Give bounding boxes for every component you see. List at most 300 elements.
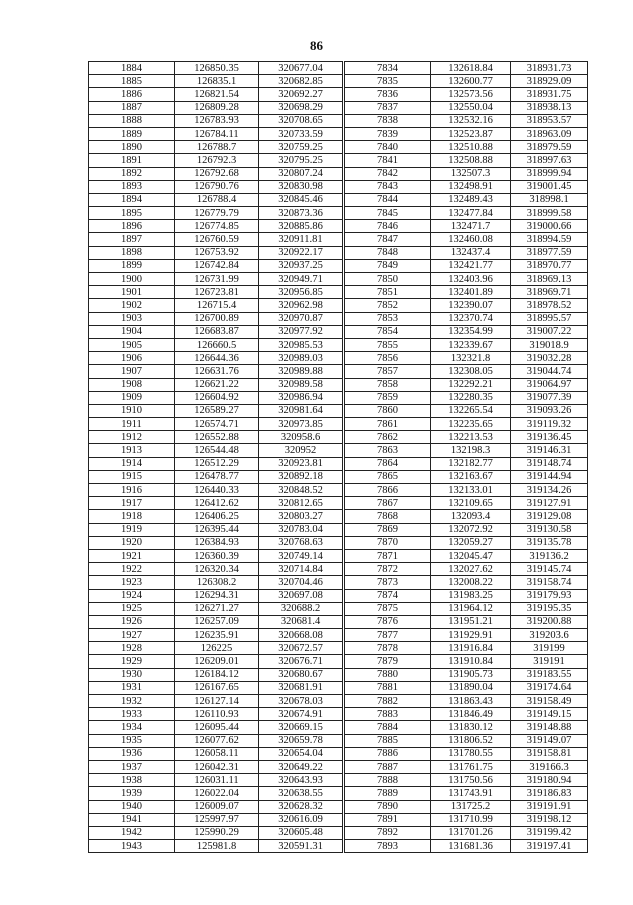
table-cell-y-coordinate-a: 320676.71: [259, 655, 343, 668]
table-cell-x-coordinate-b: 132421.77: [431, 259, 511, 272]
table-cell-y-coordinate-b: 319191.91: [511, 800, 588, 813]
table-row: [89, 708, 588, 721]
table-cell-x-coordinate-a: 126589.27: [175, 404, 259, 417]
table-cell-y-coordinate-a: 320923.81: [259, 457, 343, 470]
table-row: [89, 800, 588, 813]
table-cell-x-coordinate-b: 132198.3: [431, 444, 511, 457]
table-cell-x-coordinate-a: 126753.92: [175, 246, 259, 259]
table-cell-point-number-b: 7849: [345, 259, 431, 272]
table-cell-y-coordinate-b: 318994.59: [511, 233, 588, 246]
table-cell-y-coordinate-a: 320873.36: [259, 207, 343, 220]
table-row: [89, 431, 588, 444]
table-cell-x-coordinate-b: 132390.07: [431, 299, 511, 312]
table-cell-point-number-a: 1888: [89, 114, 175, 127]
table-cell-point-number-a: 1939: [89, 787, 175, 800]
table-cell-y-coordinate-b: 318969.13: [511, 273, 588, 286]
table-cell-y-coordinate-b: 319174.64: [511, 681, 588, 694]
table-cell-x-coordinate-b: 132508.88: [431, 154, 511, 167]
table-cell-point-number-b: 7866: [345, 484, 431, 497]
table-cell-x-coordinate-a: 126779.79: [175, 207, 259, 220]
table-cell-point-number-a: 1932: [89, 695, 175, 708]
table-cell-point-number-a: 1911: [89, 418, 175, 431]
table-cell-point-number-a: 1938: [89, 774, 175, 787]
table-cell-x-coordinate-b: 131910.84: [431, 655, 511, 668]
table-cell-y-coordinate-a: 320803.27: [259, 510, 343, 523]
table-row: [89, 629, 588, 642]
table-cell-x-coordinate-b: 131761.75: [431, 760, 511, 773]
table-cell-y-coordinate-a: 320845.46: [259, 193, 343, 206]
table-cell-point-number-a: 1926: [89, 615, 175, 628]
coordinates-table: [88, 61, 588, 853]
table-row: [89, 747, 588, 760]
table-cell-x-coordinate-a: 126384.93: [175, 536, 259, 549]
table-cell-x-coordinate-b: 131701.26: [431, 826, 511, 839]
table-cell-x-coordinate-a: 126809.28: [175, 101, 259, 114]
table-cell-x-coordinate-b: 131743.91: [431, 787, 511, 800]
table-cell-x-coordinate-b: 131951.21: [431, 615, 511, 628]
table-cell-point-number-a: 1936: [89, 747, 175, 760]
table-cell-point-number-a: 1924: [89, 589, 175, 602]
table-row: [89, 760, 588, 773]
table-cell-x-coordinate-b: 131929.91: [431, 629, 511, 642]
table-row: [89, 615, 588, 628]
table-cell-y-coordinate-b: 319119.32: [511, 418, 588, 431]
table-cell-point-number-a: 1917: [89, 497, 175, 510]
table-cell-point-number-b: 7858: [345, 378, 431, 391]
table-cell-x-coordinate-b: 132027.62: [431, 563, 511, 576]
table-row: [89, 418, 588, 431]
table-cell-y-coordinate-a: 320977.92: [259, 325, 343, 338]
table-cell-point-number-b: 7852: [345, 299, 431, 312]
table-row: [89, 840, 588, 853]
table-cell-y-coordinate-b: 319158.49: [511, 695, 588, 708]
table-cell-point-number-b: 7844: [345, 193, 431, 206]
table-cell-x-coordinate-a: 126715.4: [175, 299, 259, 312]
table-cell-y-coordinate-b: 318931.75: [511, 88, 588, 101]
table-cell-y-coordinate-b: 319127.91: [511, 497, 588, 510]
table-cell-x-coordinate-b: 132339.67: [431, 338, 511, 351]
table-cell-y-coordinate-a: 320682.85: [259, 75, 343, 88]
table-cell-y-coordinate-a: 320668.08: [259, 629, 343, 642]
table-cell-y-coordinate-b: 318999.94: [511, 167, 588, 180]
table-cell-point-number-a: 1901: [89, 286, 175, 299]
table-cell-point-number-b: 7836: [345, 88, 431, 101]
table-cell-point-number-b: 7873: [345, 576, 431, 589]
table-cell-x-coordinate-a: 126660.5: [175, 338, 259, 351]
table-cell-x-coordinate-a: 126184.12: [175, 668, 259, 681]
table-cell-x-coordinate-b: 132523.87: [431, 127, 511, 140]
table-row: [89, 127, 588, 140]
table-cell-y-coordinate-a: 320768.63: [259, 536, 343, 549]
table-cell-y-coordinate-a: 320674.91: [259, 708, 343, 721]
table-row: [89, 273, 588, 286]
table-row: [89, 154, 588, 167]
table-cell-point-number-a: 1893: [89, 180, 175, 193]
table-cell-x-coordinate-a: 125990.29: [175, 826, 259, 839]
table-cell-y-coordinate-a: 320892.18: [259, 470, 343, 483]
table-cell-y-coordinate-a: 320688.2: [259, 602, 343, 615]
table-cell-point-number-a: 1933: [89, 708, 175, 721]
table-cell-point-number-b: 7847: [345, 233, 431, 246]
table-cell-point-number-a: 1907: [89, 365, 175, 378]
table-cell-y-coordinate-a: 320681.91: [259, 681, 343, 694]
table-row: [89, 734, 588, 747]
table-row: [89, 338, 588, 351]
table-cell-x-coordinate-a: 126478.77: [175, 470, 259, 483]
table-cell-x-coordinate-a: 126440.33: [175, 484, 259, 497]
table-cell-y-coordinate-b: 318978.52: [511, 299, 588, 312]
table-cell-point-number-a: 1887: [89, 101, 175, 114]
table-cell-x-coordinate-b: 132059.27: [431, 536, 511, 549]
table-cell-x-coordinate-b: 132532.16: [431, 114, 511, 127]
table-cell-x-coordinate-a: 126552.88: [175, 431, 259, 444]
table-cell-point-number-b: 7857: [345, 365, 431, 378]
table-cell-point-number-a: 1935: [89, 734, 175, 747]
table-row: [89, 642, 588, 655]
table-cell-x-coordinate-b: 131846.49: [431, 708, 511, 721]
table-cell-x-coordinate-b: 132477.84: [431, 207, 511, 220]
table-cell-x-coordinate-a: 126257.09: [175, 615, 259, 628]
table-cell-y-coordinate-b: 318963.09: [511, 127, 588, 140]
table-cell-point-number-b: 7845: [345, 207, 431, 220]
table-cell-x-coordinate-a: 126835.1: [175, 75, 259, 88]
table-cell-x-coordinate-b: 132133.01: [431, 484, 511, 497]
table-cell-y-coordinate-b: 319064.97: [511, 378, 588, 391]
table-cell-point-number-b: 7834: [345, 62, 431, 75]
table-cell-point-number-a: 1900: [89, 273, 175, 286]
table-cell-x-coordinate-a: 126271.27: [175, 602, 259, 615]
table-cell-point-number-b: 7869: [345, 523, 431, 536]
table-cell-point-number-a: 1928: [89, 642, 175, 655]
table-cell-x-coordinate-b: 132354.99: [431, 325, 511, 338]
table-cell-x-coordinate-b: 131780.55: [431, 747, 511, 760]
table-cell-point-number-b: 7864: [345, 457, 431, 470]
table-cell-y-coordinate-a: 320759.25: [259, 141, 343, 154]
table-cell-y-coordinate-a: 320704.46: [259, 576, 343, 589]
table-cell-y-coordinate-a: 320937.25: [259, 259, 343, 272]
table-cell-x-coordinate-b: 132072.92: [431, 523, 511, 536]
table-cell-y-coordinate-b: 318997.63: [511, 154, 588, 167]
table-cell-point-number-a: 1905: [89, 338, 175, 351]
table-cell-x-coordinate-a: 126320.34: [175, 563, 259, 576]
table-cell-point-number-b: 7889: [345, 787, 431, 800]
table-cell-x-coordinate-a: 126574.71: [175, 418, 259, 431]
table-cell-x-coordinate-b: 132437.4: [431, 246, 511, 259]
table-cell-y-coordinate-a: 320680.67: [259, 668, 343, 681]
table-cell-y-coordinate-a: 320989.58: [259, 378, 343, 391]
table-cell-point-number-b: 7885: [345, 734, 431, 747]
table-row: [89, 75, 588, 88]
table-cell-y-coordinate-a: 320733.59: [259, 127, 343, 140]
table-cell-x-coordinate-a: 126077.62: [175, 734, 259, 747]
table-cell-y-coordinate-a: 320591.31: [259, 840, 343, 853]
table-cell-y-coordinate-a: 320638.55: [259, 787, 343, 800]
table-cell-y-coordinate-a: 320911.81: [259, 233, 343, 246]
table-cell-y-coordinate-b: 319166.3: [511, 760, 588, 773]
table-cell-y-coordinate-a: 320628.32: [259, 800, 343, 813]
table-cell-x-coordinate-a: 126031.11: [175, 774, 259, 787]
table-cell-y-coordinate-b: 319198.12: [511, 813, 588, 826]
table-cell-y-coordinate-a: 320672.57: [259, 642, 343, 655]
table-cell-y-coordinate-a: 320616.09: [259, 813, 343, 826]
table-cell-x-coordinate-b: 132370.74: [431, 312, 511, 325]
table-cell-x-coordinate-a: 126700.89: [175, 312, 259, 325]
table-cell-point-number-b: 7841: [345, 154, 431, 167]
table-row: [89, 180, 588, 193]
table-cell-y-coordinate-b: 319135.78: [511, 536, 588, 549]
table-row: [89, 668, 588, 681]
table-row: [89, 220, 588, 233]
table-row: [89, 774, 588, 787]
table-cell-point-number-b: 7859: [345, 391, 431, 404]
table-cell-x-coordinate-a: 126294.31: [175, 589, 259, 602]
table-cell-x-coordinate-b: 131725.2: [431, 800, 511, 813]
table-cell-x-coordinate-a: 126127.14: [175, 695, 259, 708]
table-cell-y-coordinate-b: 319158.81: [511, 747, 588, 760]
table-cell-point-number-a: 1908: [89, 378, 175, 391]
table-cell-y-coordinate-a: 320986.94: [259, 391, 343, 404]
table-cell-y-coordinate-b: 319148.88: [511, 721, 588, 734]
table-cell-y-coordinate-b: 319195.35: [511, 602, 588, 615]
table-cell-x-coordinate-a: 126225: [175, 642, 259, 655]
table-cell-x-coordinate-a: 126110.93: [175, 708, 259, 721]
table-row: [89, 444, 588, 457]
table-row: [89, 312, 588, 325]
table-cell-point-number-b: 7856: [345, 352, 431, 365]
table-cell-x-coordinate-b: 131830.12: [431, 721, 511, 734]
table-cell-y-coordinate-b: 319032.28: [511, 352, 588, 365]
table-cell-point-number-b: 7891: [345, 813, 431, 826]
table-cell-point-number-b: 7886: [345, 747, 431, 760]
table-cell-y-coordinate-a: 320678.03: [259, 695, 343, 708]
table-cell-y-coordinate-b: 319000.66: [511, 220, 588, 233]
table-row: [89, 325, 588, 338]
table-cell-y-coordinate-a: 320885.86: [259, 220, 343, 233]
table-cell-x-coordinate-a: 126042.31: [175, 760, 259, 773]
table-cell-point-number-b: 7883: [345, 708, 431, 721]
table-cell-y-coordinate-b: 319044.74: [511, 365, 588, 378]
table-cell-x-coordinate-a: 126821.54: [175, 88, 259, 101]
table-cell-point-number-b: 7880: [345, 668, 431, 681]
table-row: [89, 549, 588, 562]
table-cell-y-coordinate-a: 320605.48: [259, 826, 343, 839]
table-cell-y-coordinate-a: 320692.27: [259, 88, 343, 101]
table-cell-y-coordinate-b: 318938.13: [511, 101, 588, 114]
table-cell-y-coordinate-b: 318970.77: [511, 259, 588, 272]
table-cell-point-number-a: 1897: [89, 233, 175, 246]
table-cell-x-coordinate-a: 126009.07: [175, 800, 259, 813]
table-cell-x-coordinate-b: 132280.35: [431, 391, 511, 404]
table-cell-point-number-a: 1927: [89, 629, 175, 642]
table-cell-point-number-a: 1915: [89, 470, 175, 483]
table-row: [89, 114, 588, 127]
table-cell-x-coordinate-b: 131983.25: [431, 589, 511, 602]
table-cell-point-number-b: 7868: [345, 510, 431, 523]
table-cell-x-coordinate-a: 126850.35: [175, 62, 259, 75]
table-cell-point-number-b: 7877: [345, 629, 431, 642]
table-cell-point-number-a: 1891: [89, 154, 175, 167]
table-cell-y-coordinate-b: 318977.59: [511, 246, 588, 259]
table-row: [89, 286, 588, 299]
table-cell-y-coordinate-a: 320714.84: [259, 563, 343, 576]
table-row: [89, 826, 588, 839]
table-cell-y-coordinate-b: 319136.2: [511, 549, 588, 562]
table-cell-point-number-b: 7861: [345, 418, 431, 431]
table-cell-point-number-b: 7843: [345, 180, 431, 193]
table-cell-x-coordinate-b: 132401.89: [431, 286, 511, 299]
table-cell-point-number-a: 1930: [89, 668, 175, 681]
table-cell-x-coordinate-b: 132321.8: [431, 352, 511, 365]
table-cell-x-coordinate-a: 126792.3: [175, 154, 259, 167]
table-cell-x-coordinate-a: 126095.44: [175, 721, 259, 734]
table-cell-point-number-b: 7881: [345, 681, 431, 694]
table-cell-y-coordinate-a: 320749.14: [259, 549, 343, 562]
table-cell-y-coordinate-b: 318998.1: [511, 193, 588, 206]
table-row: [89, 167, 588, 180]
table-cell-x-coordinate-b: 132213.53: [431, 431, 511, 444]
table-cell-point-number-b: 7882: [345, 695, 431, 708]
table-cell-point-number-b: 7867: [345, 497, 431, 510]
table-cell-point-number-a: 1919: [89, 523, 175, 536]
table-cell-y-coordinate-a: 320848.52: [259, 484, 343, 497]
table-cell-point-number-a: 1909: [89, 391, 175, 404]
table-cell-point-number-a: 1942: [89, 826, 175, 839]
table-cell-point-number-b: 7879: [345, 655, 431, 668]
table-row: [89, 655, 588, 668]
table-cell-x-coordinate-b: 132109.65: [431, 497, 511, 510]
table-cell-y-coordinate-a: 320981.64: [259, 404, 343, 417]
table-cell-y-coordinate-b: 319158.74: [511, 576, 588, 589]
table-cell-point-number-a: 1903: [89, 312, 175, 325]
table-cell-point-number-a: 1913: [89, 444, 175, 457]
table-cell-x-coordinate-a: 125997.97: [175, 813, 259, 826]
table-cell-x-coordinate-a: 126544.48: [175, 444, 259, 457]
table-cell-point-number-a: 1889: [89, 127, 175, 140]
table-cell-y-coordinate-a: 320654.04: [259, 747, 343, 760]
table-cell-point-number-a: 1914: [89, 457, 175, 470]
table-cell-x-coordinate-a: 126167.65: [175, 681, 259, 694]
table-cell-y-coordinate-a: 320922.17: [259, 246, 343, 259]
table-cell-y-coordinate-b: 319018.9: [511, 338, 588, 351]
table-cell-y-coordinate-b: 319146.31: [511, 444, 588, 457]
table-cell-x-coordinate-a: 126631.76: [175, 365, 259, 378]
table-row: [89, 484, 588, 497]
table-row: [89, 101, 588, 114]
table-cell-point-number-b: 7862: [345, 431, 431, 444]
table-row: [89, 404, 588, 417]
table-cell-y-coordinate-a: 320697.08: [259, 589, 343, 602]
table-cell-y-coordinate-b: 319129.08: [511, 510, 588, 523]
table-cell-x-coordinate-a: 126774.85: [175, 220, 259, 233]
table-cell-point-number-b: 7850: [345, 273, 431, 286]
table-cell-x-coordinate-a: 125981.8: [175, 840, 259, 853]
table-cell-point-number-b: 7890: [345, 800, 431, 813]
table-cell-point-number-a: 1886: [89, 88, 175, 101]
table-cell-point-number-a: 1910: [89, 404, 175, 417]
table-cell-point-number-b: 7848: [345, 246, 431, 259]
table-cell-x-coordinate-b: 132489.43: [431, 193, 511, 206]
table-cell-point-number-b: 7839: [345, 127, 431, 140]
table-cell-point-number-b: 7855: [345, 338, 431, 351]
table-cell-x-coordinate-a: 126022.04: [175, 787, 259, 800]
table-cell-point-number-b: 7865: [345, 470, 431, 483]
table-cell-point-number-a: 1925: [89, 602, 175, 615]
table-cell-point-number-a: 1921: [89, 549, 175, 562]
table-row: [89, 563, 588, 576]
table-cell-y-coordinate-a: 320962.98: [259, 299, 343, 312]
table-cell-y-coordinate-a: 320973.85: [259, 418, 343, 431]
table-cell-point-number-a: 1898: [89, 246, 175, 259]
table-cell-x-coordinate-a: 126683.87: [175, 325, 259, 338]
table-cell-y-coordinate-a: 320669.15: [259, 721, 343, 734]
table-cell-y-coordinate-b: 319007.22: [511, 325, 588, 338]
table-cell-x-coordinate-a: 126412.62: [175, 497, 259, 510]
table-cell-y-coordinate-a: 320677.04: [259, 62, 343, 75]
table-cell-x-coordinate-b: 131750.56: [431, 774, 511, 787]
table-cell-point-number-b: 7846: [345, 220, 431, 233]
table-cell-y-coordinate-a: 320952: [259, 444, 343, 457]
table-row: [89, 352, 588, 365]
table-cell-y-coordinate-b: 319197.41: [511, 840, 588, 853]
table-cell-point-number-b: 7837: [345, 101, 431, 114]
table-cell-x-coordinate-a: 126760.59: [175, 233, 259, 246]
table-cell-x-coordinate-a: 126792.68: [175, 167, 259, 180]
table-cell-point-number-a: 1940: [89, 800, 175, 813]
table-cell-x-coordinate-b: 132507.3: [431, 167, 511, 180]
table-row: [89, 787, 588, 800]
table-cell-x-coordinate-b: 132618.84: [431, 62, 511, 75]
table-cell-point-number-b: 7842: [345, 167, 431, 180]
table-cell-x-coordinate-a: 126790.76: [175, 180, 259, 193]
table-row: [89, 259, 588, 272]
table-cell-y-coordinate-a: 320812.65: [259, 497, 343, 510]
table-row: [89, 576, 588, 589]
table-row: [89, 602, 588, 615]
table-cell-point-number-a: 1892: [89, 167, 175, 180]
table-row: [89, 299, 588, 312]
table-cell-point-number-a: 1906: [89, 352, 175, 365]
table-cell-point-number-a: 1904: [89, 325, 175, 338]
table-cell-y-coordinate-b: 319149.07: [511, 734, 588, 747]
table-row: [89, 365, 588, 378]
table-cell-x-coordinate-a: 126308.2: [175, 576, 259, 589]
table-cell-x-coordinate-b: 132093.4: [431, 510, 511, 523]
table-cell-point-number-b: 7892: [345, 826, 431, 839]
table-cell-y-coordinate-b: 318995.57: [511, 312, 588, 325]
table-cell-y-coordinate-a: 320807.24: [259, 167, 343, 180]
table-cell-point-number-b: 7853: [345, 312, 431, 325]
table-cell-x-coordinate-a: 126731.99: [175, 273, 259, 286]
table-cell-y-coordinate-b: 319203.6: [511, 629, 588, 642]
table-cell-point-number-b: 7835: [345, 75, 431, 88]
table-cell-point-number-a: 1929: [89, 655, 175, 668]
table-cell-y-coordinate-a: 320970.87: [259, 312, 343, 325]
table-cell-y-coordinate-b: 319149.15: [511, 708, 588, 721]
table-cell-point-number-a: 1912: [89, 431, 175, 444]
table-row: [89, 813, 588, 826]
table-cell-point-number-b: 7875: [345, 602, 431, 615]
table-cell-x-coordinate-b: 132510.88: [431, 141, 511, 154]
table-cell-point-number-a: 1899: [89, 259, 175, 272]
table-cell-point-number-b: 7887: [345, 760, 431, 773]
table-row: [89, 681, 588, 694]
table-row: [89, 470, 588, 483]
table-cell-x-coordinate-b: 131964.12: [431, 602, 511, 615]
table-cell-y-coordinate-b: 318979.59: [511, 141, 588, 154]
table-cell-x-coordinate-b: 132573.56: [431, 88, 511, 101]
table-cell-x-coordinate-a: 126723.81: [175, 286, 259, 299]
table-cell-x-coordinate-a: 126512.29: [175, 457, 259, 470]
